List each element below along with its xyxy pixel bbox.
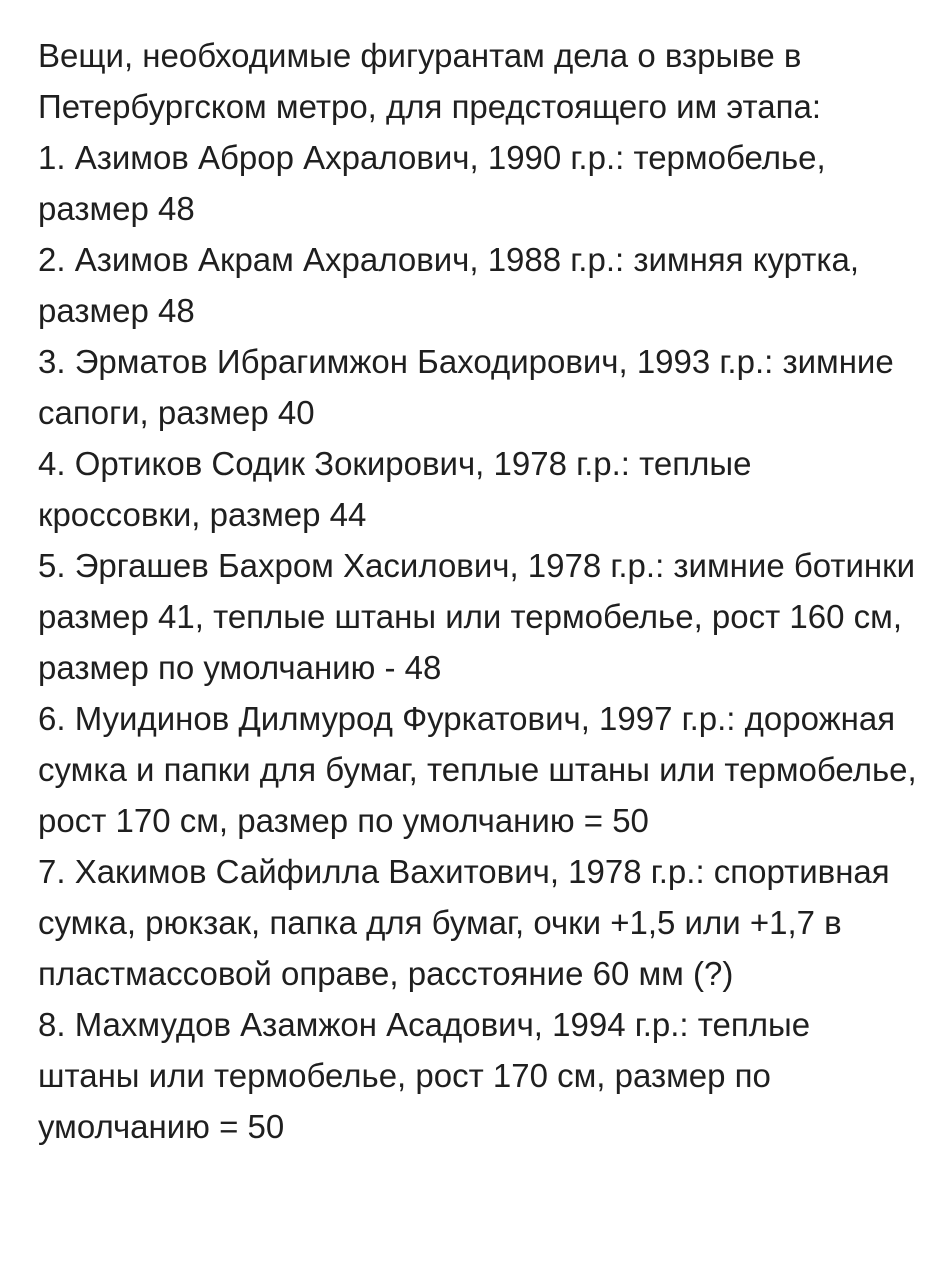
list-item-2: 2. Азимов Акрам Ахралович, 1988 г.р.: зимняя куртка, размер 48 — [38, 241, 860, 329]
intro-text: Вещи, необходимые фигурантам дела о взрыве в Петербургском метро, для предстоящего им этапа: — [38, 37, 821, 125]
list-item-7: 7. Хакимов Сайфилла Вахитович, 1978 г.р.: спортивная сумка, рюкзак, папка для бумаг, очки +1,5 или +1,7 в пластмассовой оправе, расстояние 60 мм (?) — [38, 853, 890, 992]
list-item-3: 3. Эрматов Ибрагимжон Баходирович, 1993 г.р.: зимние сапоги, размер 40 — [38, 343, 894, 431]
list-item-8: 8. Махмудов Азамжон Асадович, 1994 г.р.: теплые штаны или термобелье, рост 170 см, размер по умолчанию = 50 — [38, 1006, 811, 1145]
list-item-4: 4. Ортиков Содик Зокирович, 1978 г.р.: теплые кроссовки, размер 44 — [38, 445, 752, 533]
list-item-5: 5. Эргашев Бахром Хасилович, 1978 г.р.: зимние ботинки размер 41, теплые штаны или термобелье, рост 160 см, размер по умолчанию - 48 — [38, 547, 916, 686]
list-item-6: 6. Муидинов Дилмурод Фуркатович, 1997 г.р.: дорожная сумка и папки для бумаг, теплые штаны или термобелье, рост 170 см, размер по умолчанию = 50 — [38, 700, 917, 839]
document-body — [38, 30, 918, 1152]
list-item-1: 1. Азимов Аброр Ахралович, 1990 г.р.: термобелье, размер 48 — [38, 139, 826, 227]
